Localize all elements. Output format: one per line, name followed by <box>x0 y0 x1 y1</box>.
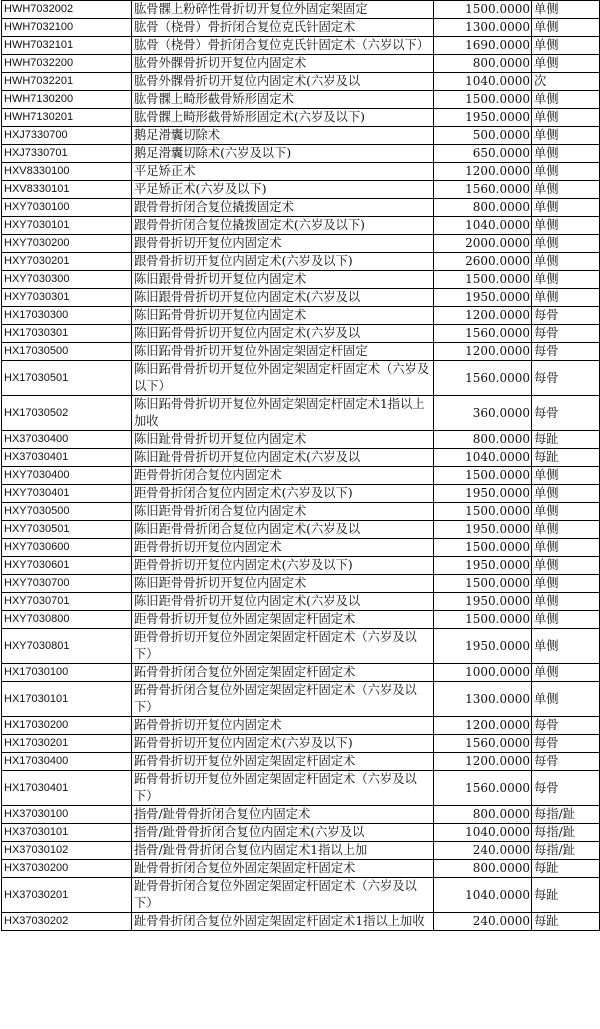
item-unit-cell: 每趾 <box>532 878 600 913</box>
table-row <box>2 1 600 19</box>
table-row <box>2 806 600 824</box>
item-price-cell: 1500.0000 <box>434 575 532 593</box>
item-unit-cell: 单侧 <box>532 485 600 503</box>
item-code-cell: HX17030300 <box>2 307 132 325</box>
item-price-cell: 1560.0000 <box>434 361 532 396</box>
item-unit-cell: 每骨 <box>532 307 600 325</box>
item-code-cell: HXY7030400 <box>2 467 132 485</box>
item-unit-cell: 单侧 <box>532 467 600 485</box>
item-unit-cell: 单侧 <box>532 521 600 539</box>
item-price-cell: 1200.0000 <box>434 753 532 771</box>
item-code-cell: HXY7030701 <box>2 593 132 611</box>
item-name-cell: 陈旧跖骨骨折切开复位内固定术 <box>132 307 434 325</box>
table-row <box>2 449 600 467</box>
table-row <box>2 127 600 145</box>
item-code-cell: HX37030100 <box>2 806 132 824</box>
table-row <box>2 824 600 842</box>
table-row <box>2 19 600 37</box>
item-code-cell: HXY7030301 <box>2 289 132 307</box>
fee-schedule-table <box>1 0 600 931</box>
item-price-cell: 1200.0000 <box>434 343 532 361</box>
item-price-cell: 1500.0000 <box>434 467 532 485</box>
item-unit-cell: 每骨 <box>532 396 600 431</box>
item-name-cell: 趾骨骨折闭合复位外固定架固定杆固定术 <box>132 860 434 878</box>
item-unit-cell: 单侧 <box>532 91 600 109</box>
item-price-cell: 800.0000 <box>434 55 532 73</box>
item-unit-cell: 每指/趾 <box>532 824 600 842</box>
item-price-cell: 1040.0000 <box>434 73 532 91</box>
item-code-cell: HXY7030100 <box>2 199 132 217</box>
item-name-cell: 跖骨骨折切开复位外固定架固定杆固定术 <box>132 753 434 771</box>
table-row <box>2 181 600 199</box>
item-name-cell: 指骨/趾骨骨折闭合复位内固定术(六岁及以 <box>132 824 434 842</box>
item-price-cell: 1000.0000 <box>434 664 532 682</box>
table-row <box>2 539 600 557</box>
table-row <box>2 485 600 503</box>
item-unit-cell: 次 <box>532 73 600 91</box>
table-row <box>2 145 600 163</box>
item-name-cell: 鹅足滑囊切除术 <box>132 127 434 145</box>
item-code-cell: HX17030201 <box>2 735 132 753</box>
table-row <box>2 503 600 521</box>
item-unit-cell: 每骨 <box>532 753 600 771</box>
table-row <box>2 217 600 235</box>
item-unit-cell: 单侧 <box>532 217 600 235</box>
item-price-cell: 1560.0000 <box>434 181 532 199</box>
item-name-cell: 陈旧距骨骨折闭合复位内固定术(六岁及以 <box>132 521 434 539</box>
item-code-cell: HX17030500 <box>2 343 132 361</box>
item-price-cell: 1560.0000 <box>434 735 532 753</box>
item-price-cell: 1040.0000 <box>434 878 532 913</box>
item-unit-cell: 单侧 <box>532 163 600 181</box>
item-price-cell: 2600.0000 <box>434 253 532 271</box>
item-unit-cell: 单侧 <box>532 289 600 307</box>
item-unit-cell: 每趾 <box>532 431 600 449</box>
item-code-cell: HWH7130200 <box>2 91 132 109</box>
item-unit-cell: 单侧 <box>532 629 600 664</box>
table-row <box>2 771 600 806</box>
item-name-cell: 肱骨外髁骨折切开复位内固定术 <box>132 55 434 73</box>
item-unit-cell: 单侧 <box>532 181 600 199</box>
item-name-cell: 距骨骨折切开复位内固定术 <box>132 539 434 557</box>
table-row <box>2 557 600 575</box>
item-unit-cell: 单侧 <box>532 235 600 253</box>
item-code-cell: HXY7030200 <box>2 235 132 253</box>
item-price-cell: 650.0000 <box>434 145 532 163</box>
item-name-cell: 陈旧距骨骨折切开复位内固定术 <box>132 575 434 593</box>
item-name-cell: 平足矫正术(六岁及以下) <box>132 181 434 199</box>
item-price-cell: 800.0000 <box>434 431 532 449</box>
item-name-cell: 肱骨髁上畸形截骨矫形固定术(六岁及以下) <box>132 109 434 127</box>
item-price-cell: 1040.0000 <box>434 449 532 467</box>
item-price-cell: 240.0000 <box>434 842 532 860</box>
item-code-cell: HX17030101 <box>2 682 132 717</box>
item-name-cell: 跖骨骨折闭合复位外固定架固定杆固定术（六岁及以下） <box>132 682 434 717</box>
item-unit-cell: 单侧 <box>532 611 600 629</box>
item-name-cell: 距骨骨折闭合复位内固定术(六岁及以下) <box>132 485 434 503</box>
item-name-cell: 陈旧距骨骨折闭合复位内固定术 <box>132 503 434 521</box>
item-name-cell: 跖骨骨折切开复位内固定术 <box>132 717 434 735</box>
item-price-cell: 1950.0000 <box>434 521 532 539</box>
item-code-cell: HXY7030601 <box>2 557 132 575</box>
item-price-cell: 800.0000 <box>434 199 532 217</box>
item-code-cell: HX17030200 <box>2 717 132 735</box>
item-code-cell: HXV8330100 <box>2 163 132 181</box>
item-name-cell: 肱骨外髁骨折切开复位内固定术(六岁及以 <box>132 73 434 91</box>
item-price-cell: 1950.0000 <box>434 109 532 127</box>
item-price-cell: 1500.0000 <box>434 91 532 109</box>
item-unit-cell: 单侧 <box>532 664 600 682</box>
table-row <box>2 611 600 629</box>
table-row <box>2 235 600 253</box>
item-name-cell: 陈旧趾骨骨折切开复位内固定术 <box>132 431 434 449</box>
item-code-cell: HWH7130201 <box>2 109 132 127</box>
table-body <box>2 1 600 931</box>
item-price-cell: 1200.0000 <box>434 307 532 325</box>
item-price-cell: 1040.0000 <box>434 824 532 842</box>
item-name-cell: 跖骨骨折闭合复位外固定架固定杆固定术 <box>132 664 434 682</box>
item-name-cell: 陈旧跟骨骨折切开复位内固定术 <box>132 271 434 289</box>
table-row <box>2 109 600 127</box>
table-row <box>2 878 600 913</box>
item-unit-cell: 单侧 <box>532 19 600 37</box>
item-unit-cell: 单侧 <box>532 593 600 611</box>
table-row <box>2 396 600 431</box>
item-code-cell: HXV8330101 <box>2 181 132 199</box>
item-unit-cell: 单侧 <box>532 539 600 557</box>
table-row <box>2 253 600 271</box>
item-code-cell: HXY7030401 <box>2 485 132 503</box>
item-name-cell: 指骨/趾骨骨折闭合复位内固定术1指以上加 <box>132 842 434 860</box>
item-code-cell: HX37030401 <box>2 449 132 467</box>
table-row <box>2 271 600 289</box>
item-code-cell: HXY7030800 <box>2 611 132 629</box>
item-unit-cell: 每趾 <box>532 913 600 931</box>
item-code-cell: HX17030400 <box>2 753 132 771</box>
table-row <box>2 343 600 361</box>
item-unit-cell: 单侧 <box>532 145 600 163</box>
item-name-cell: 趾骨骨折闭合复位外固定架固定杆固定术（六岁及以下） <box>132 878 434 913</box>
item-unit-cell: 单侧 <box>532 575 600 593</box>
item-unit-cell: 每骨 <box>532 343 600 361</box>
table-row <box>2 521 600 539</box>
item-name-cell: 跖骨骨折切开复位外固定架固定杆固定术（六岁及以下） <box>132 771 434 806</box>
item-name-cell: 肱骨髁上粉碎性骨折切开复位外固定架固定 <box>132 1 434 19</box>
table-row <box>2 593 600 611</box>
item-code-cell: HX37030400 <box>2 431 132 449</box>
item-name-cell: 跟骨骨折闭合复位撬拨固定术(六岁及以下) <box>132 217 434 235</box>
item-price-cell: 1950.0000 <box>434 593 532 611</box>
item-name-cell: 跟骨骨折切开复位内固定术 <box>132 235 434 253</box>
item-price-cell: 1950.0000 <box>434 289 532 307</box>
item-name-cell: 陈旧跖骨骨折切开复位外固定架固定杆固定术（六岁及以下） <box>132 361 434 396</box>
item-code-cell: HXJ7330700 <box>2 127 132 145</box>
item-code-cell: HX37030102 <box>2 842 132 860</box>
item-price-cell: 1500.0000 <box>434 271 532 289</box>
item-unit-cell: 每趾 <box>532 860 600 878</box>
item-code-cell: HX17030502 <box>2 396 132 431</box>
item-unit-cell: 每骨 <box>532 717 600 735</box>
table-row <box>2 55 600 73</box>
item-price-cell: 800.0000 <box>434 806 532 824</box>
item-code-cell: HXY7030801 <box>2 629 132 664</box>
table-row <box>2 735 600 753</box>
item-unit-cell: 单侧 <box>532 37 600 55</box>
item-code-cell: HWH7032201 <box>2 73 132 91</box>
item-price-cell: 1300.0000 <box>434 682 532 717</box>
table-row <box>2 163 600 181</box>
table-row <box>2 575 600 593</box>
item-name-cell: 跟骨骨折切开复位内固定术(六岁及以下) <box>132 253 434 271</box>
table-row <box>2 431 600 449</box>
item-price-cell: 360.0000 <box>434 396 532 431</box>
item-price-cell: 1040.0000 <box>434 217 532 235</box>
item-unit-cell: 单侧 <box>532 1 600 19</box>
item-unit-cell: 单侧 <box>532 557 600 575</box>
item-price-cell: 1560.0000 <box>434 771 532 806</box>
item-name-cell: 鹅足滑囊切除术(六岁及以下) <box>132 145 434 163</box>
item-name-cell: 陈旧跖骨骨折切开复位外固定架固定杆固定 <box>132 343 434 361</box>
table-row <box>2 629 600 664</box>
table-row <box>2 664 600 682</box>
table-row <box>2 325 600 343</box>
item-name-cell: 肱骨（桡骨）骨折闭合复位克氏针固定术 <box>132 19 434 37</box>
item-unit-cell: 单侧 <box>532 109 600 127</box>
item-name-cell: 跟骨骨折闭合复位撬拨固定术 <box>132 199 434 217</box>
item-code-cell: HX37030200 <box>2 860 132 878</box>
item-name-cell: 陈旧跖骨骨折切开复位内固定术(六岁及以 <box>132 325 434 343</box>
item-code-cell: HX37030202 <box>2 913 132 931</box>
item-name-cell: 陈旧距骨骨折切开复位内固定术(六岁及以 <box>132 593 434 611</box>
table-row <box>2 860 600 878</box>
item-price-cell: 1690.0000 <box>434 37 532 55</box>
item-price-cell: 800.0000 <box>434 860 532 878</box>
item-unit-cell: 每骨 <box>532 361 600 396</box>
item-unit-cell: 每指/趾 <box>532 806 600 824</box>
item-code-cell: HXY7030500 <box>2 503 132 521</box>
item-code-cell: HX17030501 <box>2 361 132 396</box>
item-unit-cell: 每趾 <box>532 449 600 467</box>
item-code-cell: HXY7030501 <box>2 521 132 539</box>
item-code-cell: HX17030401 <box>2 771 132 806</box>
item-price-cell: 1200.0000 <box>434 163 532 181</box>
table-row <box>2 913 600 931</box>
table-row <box>2 717 600 735</box>
table-row <box>2 73 600 91</box>
table-row <box>2 289 600 307</box>
item-price-cell: 1500.0000 <box>434 1 532 19</box>
item-unit-cell: 每骨 <box>532 325 600 343</box>
table-row <box>2 307 600 325</box>
item-code-cell: HWH7032100 <box>2 19 132 37</box>
item-unit-cell: 每骨 <box>532 735 600 753</box>
table-row <box>2 842 600 860</box>
item-code-cell: HX17030301 <box>2 325 132 343</box>
item-name-cell: 陈旧趾骨骨折切开复位内固定术(六岁及以 <box>132 449 434 467</box>
item-price-cell: 1500.0000 <box>434 611 532 629</box>
item-unit-cell: 每骨 <box>532 771 600 806</box>
item-price-cell: 1950.0000 <box>434 629 532 664</box>
item-name-cell: 距骨骨折切开复位外固定架固定杆固定术 <box>132 611 434 629</box>
item-name-cell: 距骨骨折切开复位内固定术(六岁及以下) <box>132 557 434 575</box>
item-name-cell: 平足矫正术 <box>132 163 434 181</box>
table-row <box>2 37 600 55</box>
item-name-cell: 肱骨髁上畸形截骨矫形固定术 <box>132 91 434 109</box>
item-price-cell: 1560.0000 <box>434 325 532 343</box>
item-code-cell: HXY7030700 <box>2 575 132 593</box>
item-price-cell: 1500.0000 <box>434 503 532 521</box>
item-unit-cell: 单侧 <box>532 271 600 289</box>
item-unit-cell: 单侧 <box>532 253 600 271</box>
table-row <box>2 467 600 485</box>
item-price-cell: 1950.0000 <box>434 485 532 503</box>
item-unit-cell: 单侧 <box>532 127 600 145</box>
item-code-cell: HXJ7330701 <box>2 145 132 163</box>
item-price-cell: 2000.0000 <box>434 235 532 253</box>
table-row <box>2 91 600 109</box>
item-code-cell: HXY7030101 <box>2 217 132 235</box>
item-price-cell: 1950.0000 <box>434 557 532 575</box>
item-code-cell: HWH7032200 <box>2 55 132 73</box>
item-code-cell: HX17030100 <box>2 664 132 682</box>
item-name-cell: 陈旧跟骨骨折切开复位内固定术(六岁及以 <box>132 289 434 307</box>
item-price-cell: 240.0000 <box>434 913 532 931</box>
item-name-cell: 趾骨骨折闭合复位外固定架固定杆固定术1指以上加收 <box>132 913 434 931</box>
item-code-cell: HXY7030600 <box>2 539 132 557</box>
table-row <box>2 682 600 717</box>
table-row <box>2 753 600 771</box>
item-unit-cell: 单侧 <box>532 199 600 217</box>
item-name-cell: 距骨骨折切开复位外固定架固定杆固定术（六岁及以下） <box>132 629 434 664</box>
item-code-cell: HWH7032002 <box>2 1 132 19</box>
item-code-cell: HXY7030300 <box>2 271 132 289</box>
item-price-cell: 1200.0000 <box>434 717 532 735</box>
item-code-cell: HXY7030201 <box>2 253 132 271</box>
item-price-cell: 1300.0000 <box>434 19 532 37</box>
item-price-cell: 1500.0000 <box>434 539 532 557</box>
table-row <box>2 361 600 396</box>
item-unit-cell: 单侧 <box>532 503 600 521</box>
item-name-cell: 肱骨（桡骨）骨折闭合复位克氏针固定术（六岁以下） <box>132 37 434 55</box>
item-code-cell: HX37030101 <box>2 824 132 842</box>
item-unit-cell: 单侧 <box>532 55 600 73</box>
item-name-cell: 陈旧跖骨骨折切开复位外固定架固定杆固定术1指以上加收 <box>132 396 434 431</box>
item-price-cell: 500.0000 <box>434 127 532 145</box>
item-code-cell: HX37030201 <box>2 878 132 913</box>
item-name-cell: 跖骨骨折切开复位内固定术(六岁及以下) <box>132 735 434 753</box>
item-unit-cell: 每指/趾 <box>532 842 600 860</box>
table-row <box>2 199 600 217</box>
item-code-cell: HWH7032101 <box>2 37 132 55</box>
item-unit-cell: 单侧 <box>532 682 600 717</box>
item-name-cell: 距骨骨折闭合复位内固定术 <box>132 467 434 485</box>
item-name-cell: 指骨/趾骨骨折闭合复位内固定术 <box>132 806 434 824</box>
